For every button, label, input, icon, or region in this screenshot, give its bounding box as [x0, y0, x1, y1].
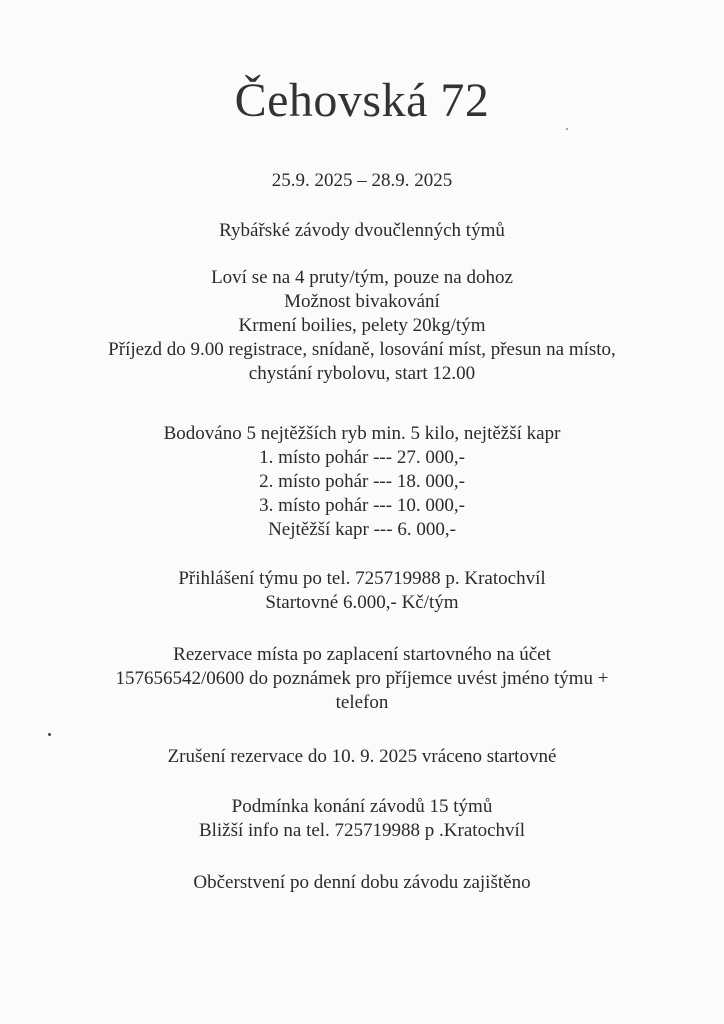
refreshments-line: Občerstvení po denní dobu závodu zajištěno	[193, 872, 531, 893]
scoring-heading: Bodováno 5 nejtěžších ryb min. 5 kilo, nejtěžší kapr	[163, 423, 561, 444]
scan-speck	[566, 128, 568, 130]
rule-line: Krmení boilies, pelety 20kg/tým	[238, 315, 486, 336]
scan-speck	[48, 733, 51, 736]
rule-line: chystání rybolovu, start 12.00	[248, 363, 476, 384]
condition-line: Podmínka konání závodů 15 týmů	[231, 796, 493, 817]
rule-line: Loví se na 4 pruty/tým, pouze na dohoz	[211, 267, 513, 288]
prize-line: 2. místo pohár --- 18. 000,-	[259, 471, 465, 492]
document-title: Čehovská 72	[234, 74, 490, 127]
prize-line: 3. místo pohár --- 10. 000,-	[259, 495, 465, 516]
rule-line: Možnost bivakování	[284, 291, 440, 312]
event-subtitle: Rybářské závody dvoučlenných týmů	[219, 220, 505, 241]
event-dates: 25.9. 2025 – 28.9. 2025	[271, 170, 453, 191]
registration-line: Přihlášení týmu po tel. 725719988 p. Kratochvíl	[178, 568, 546, 589]
rule-line: Příjezd do 9.00 registrace, snídaně, losování míst, přesun na místo,	[108, 339, 616, 360]
condition-line: Bližší info na tel. 725719988 p .Kratochvíl	[198, 820, 526, 841]
reservation-line: telefon	[335, 692, 389, 713]
reservation-line: 157656542/0600 do poznámek pro příjemce uvést jméno týmu +	[115, 668, 609, 689]
cancellation-line: Zrušení rezervace do 10. 9. 2025 vráceno startovné	[167, 746, 557, 767]
prize-line: Nejtěžší kapr --- 6. 000,-	[268, 519, 456, 540]
prize-line: 1. místo pohár --- 27. 000,-	[259, 447, 465, 468]
registration-line: Startovné 6.000,- Kč/tým	[265, 592, 459, 613]
reservation-line: Rezervace místa po zaplacení startovného na účet	[173, 644, 551, 665]
